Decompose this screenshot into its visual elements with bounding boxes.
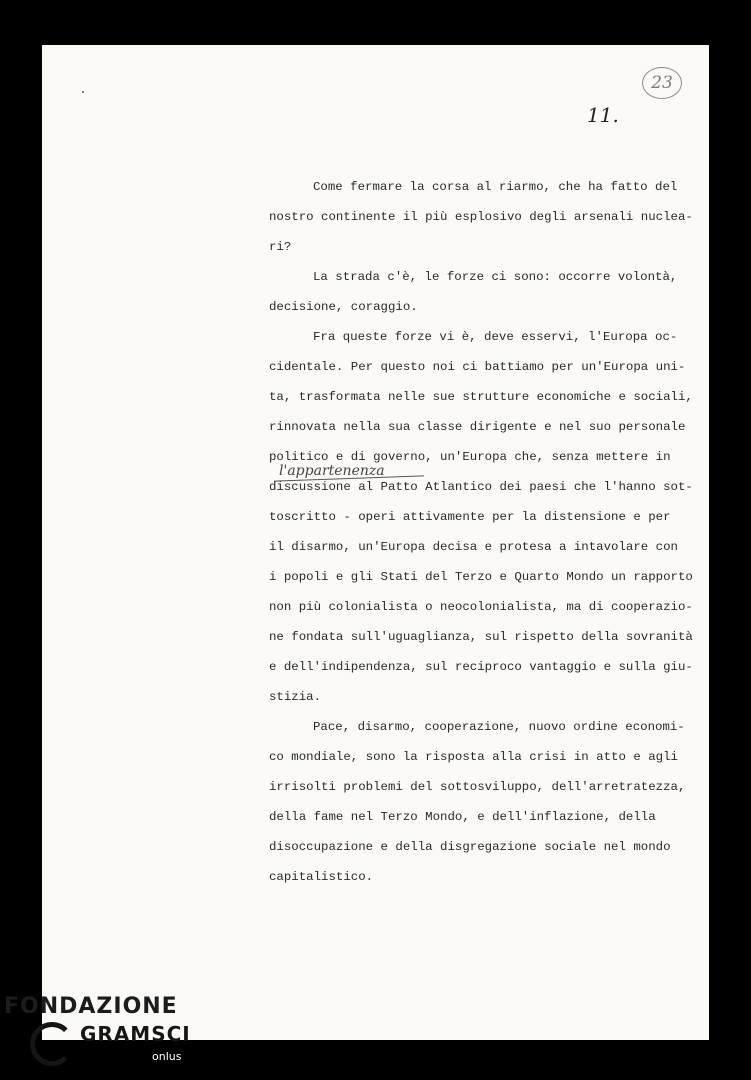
text-line: co mondiale, sono la risposta alla crisi in atto e agli: [269, 750, 678, 764]
archive-number-stamp: 23: [642, 67, 682, 99]
text-line: discussione al Patto Atlantico dei paesi che l'hanno sot-: [269, 480, 693, 494]
watermark-logo-icon: [30, 1022, 74, 1066]
text-line: i popoli e gli Stati del Terzo e Quarto Mondo un rapporto: [269, 570, 693, 584]
text-line: nostro continente il più esplosivo degli arsenali nuclea-: [269, 210, 693, 224]
text-line: irrisolti problemi del sottosviluppo, dell'arretratezza,: [269, 780, 686, 794]
document-page: [42, 45, 709, 1040]
text-line: cidentale. Per questo noi ci battiamo per un'Europa uni-: [269, 360, 686, 374]
text-line: e dell'indipendenza, sul reciproco vantaggio e sulla giu-: [269, 660, 693, 674]
watermark-line2: GRAMSCI: [80, 1022, 191, 1046]
handwritten-page-number: 11.: [587, 103, 619, 127]
text-line: Pace, disarmo, cooperazione, nuovo ordine economi-: [313, 720, 685, 734]
text-line: ne fondata sull'uguaglianza, sul rispetto della sovranità: [269, 630, 693, 644]
paper-speck: [82, 91, 84, 93]
watermark-subtitle: onlus: [152, 1050, 182, 1063]
text-line: il disarmo, un'Europa decisa e protesa a intavolare con: [269, 540, 678, 554]
text-line: Fra queste forze vi è, deve esservi, l'Europa oc-: [313, 330, 678, 344]
text-line: ta, trasformata nelle sue strutture economiche e sociali,: [269, 390, 693, 404]
text-line: rinnovata nella sua classe dirigente e nel suo personale: [269, 420, 686, 434]
text-line: stizia.: [269, 690, 322, 704]
text-line: ri?: [269, 240, 292, 254]
text-line: Come fermare la corsa al riarmo, che ha fatto del: [313, 180, 678, 194]
text-line: La strada c'è, le forze ci sono: occorre volontà,: [313, 270, 678, 284]
text-line: politico e di governo, un'Europa che, senza mettere in: [269, 450, 671, 464]
text-line: non più colonialista o neocolonialista, ma di cooperazio-: [269, 600, 693, 614]
text-line: capitalistico.: [269, 870, 374, 884]
handwritten-insertion: l'appartenenza: [279, 463, 385, 479]
watermark-line1: FONDAZIONE: [4, 994, 178, 1019]
text-line: disoccupazione e della disgregazione sociale nel mondo: [269, 840, 671, 854]
text-line: decisione, coraggio.: [269, 300, 418, 314]
text-line: della fame nel Terzo Mondo, e dell'inflazione, della: [269, 810, 656, 824]
text-line: toscritto - operi attivamente per la distensione e per: [269, 510, 671, 524]
